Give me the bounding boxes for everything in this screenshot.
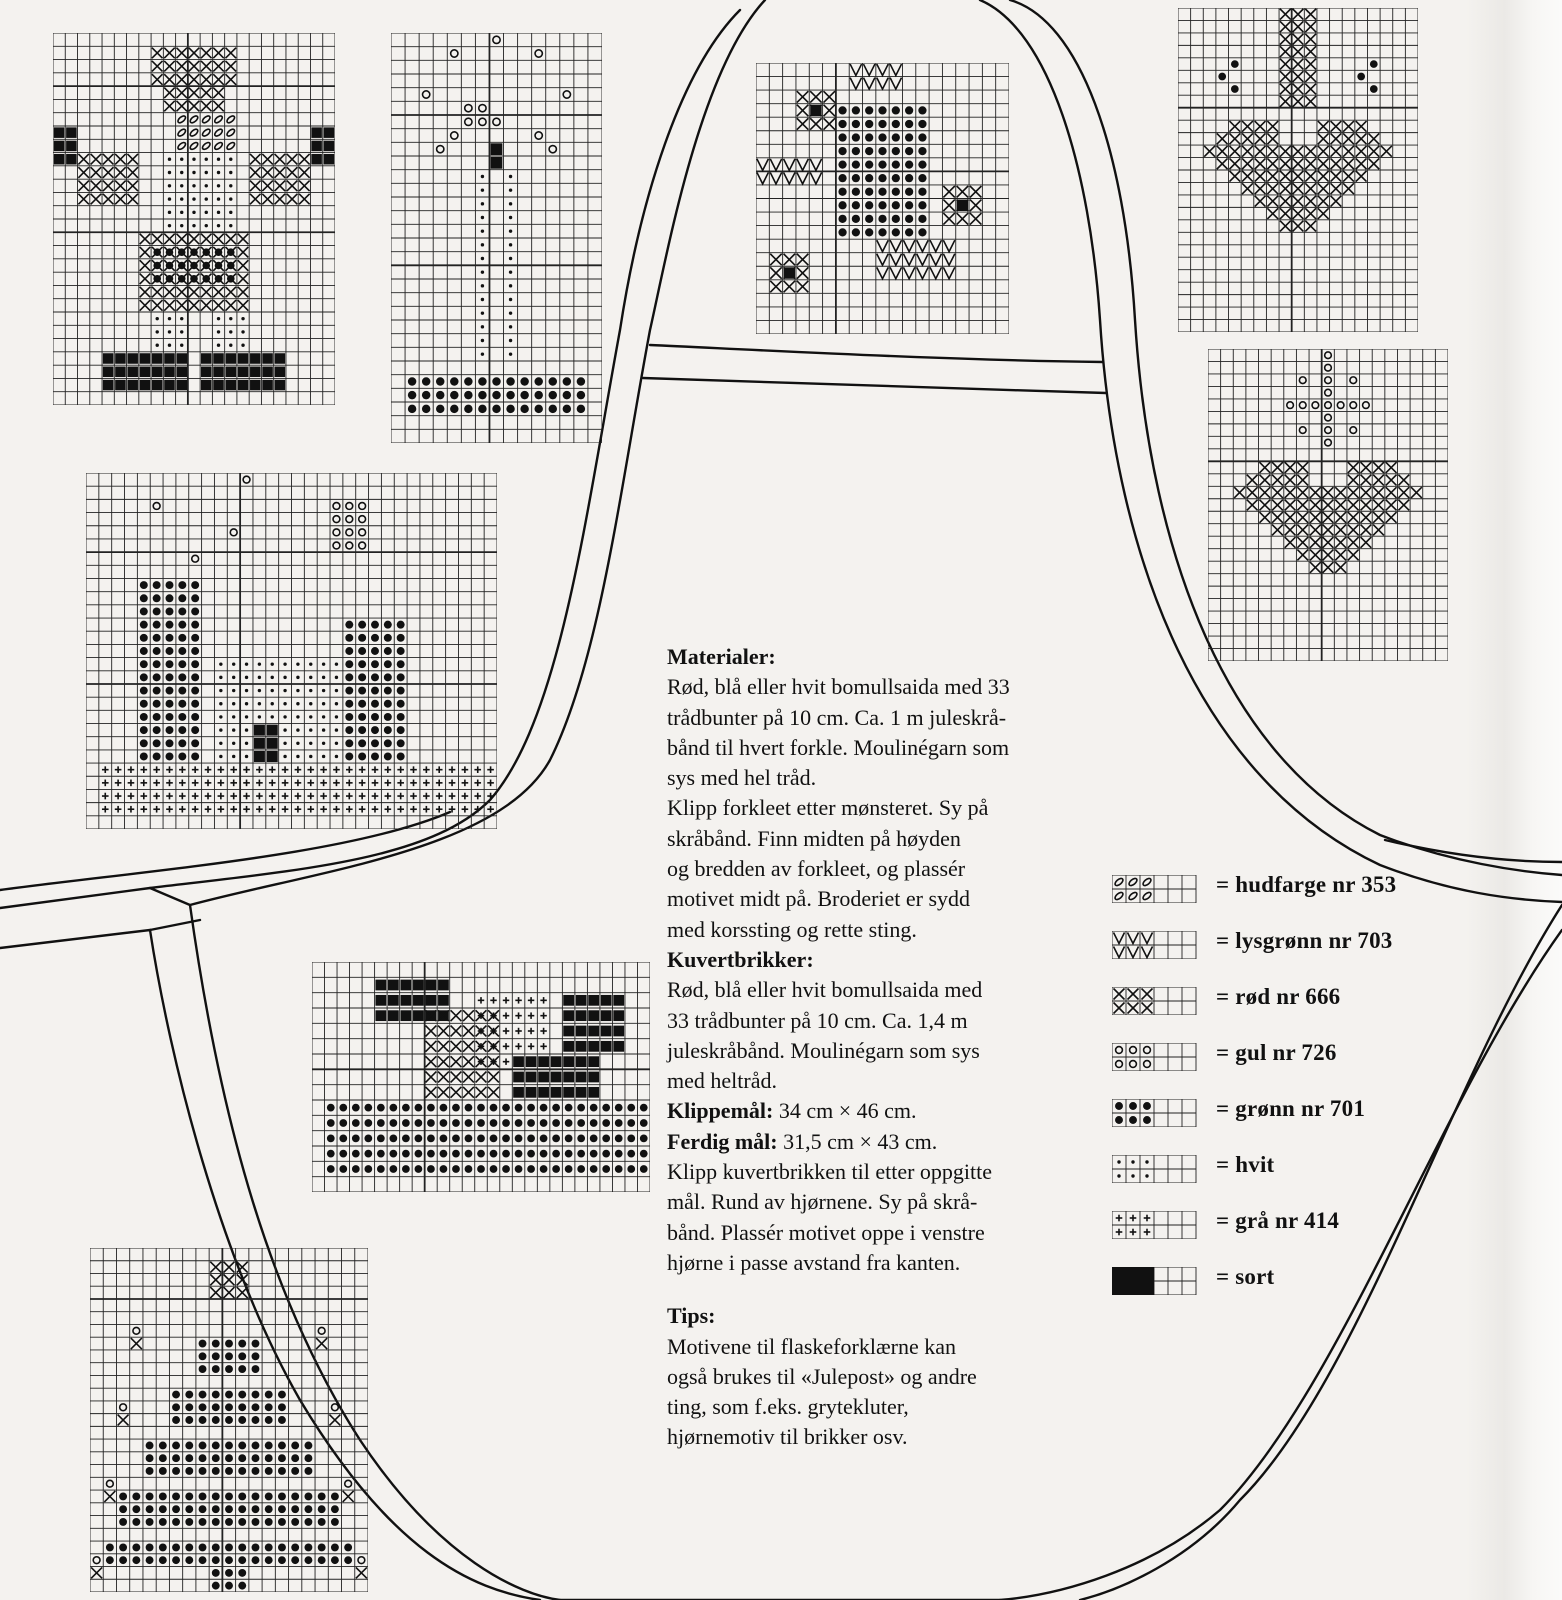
legend-label: = sort — [1216, 1264, 1275, 1289]
legend-label: = grå nr 414 — [1216, 1208, 1340, 1233]
legend-row — [1112, 872, 1442, 903]
cut-size-label: Klippemål: — [667, 1098, 774, 1124]
chart-elf — [53, 33, 335, 405]
legend-label: = grønn nr 701 — [1216, 1096, 1366, 1121]
legend-label: = rød nr 666 — [1216, 984, 1341, 1009]
legend-label: = hvit — [1216, 1152, 1275, 1177]
solid-symbol-icon — [1112, 1267, 1208, 1295]
legend-row — [1112, 984, 1442, 1015]
instructions — [667, 642, 1107, 1453]
placemats-line: bånd. Plassér motivet oppe i venstre — [667, 1219, 985, 1245]
vee-symbol-icon — [1112, 931, 1208, 959]
plus-symbol-icon — [1112, 1211, 1208, 1239]
materials-line: sys med hel tråd. — [667, 765, 817, 791]
chart-candle-flower — [391, 33, 602, 443]
placemats-line: Klipp kuvertbrikken til etter oppgitte — [667, 1159, 993, 1185]
leaf-symbol-icon — [1112, 875, 1208, 903]
legend-row — [1112, 1040, 1442, 1071]
materials-line: og bredden av forkleet, og plassér — [667, 856, 966, 882]
cut-size-line — [667, 1096, 1107, 1126]
legend-row — [1112, 1208, 1442, 1239]
chart-tree — [90, 1248, 368, 1592]
chart-flower-square — [756, 63, 1009, 334]
tips-heading: Tips: — [667, 1303, 716, 1329]
placemats-heading: Kuvertbrikker: — [667, 946, 814, 972]
materials-line: med korssting og rette sting. — [667, 916, 917, 942]
dot-symbol-icon — [1112, 1099, 1208, 1127]
materials-line: trådbunter på 10 cm. Ca. 1 m juleskrå- — [667, 704, 1007, 730]
materials-line: motivet midt på. Broderiet er sydd — [667, 886, 971, 912]
tips-line: hjørnemotiv til brikker osv. — [667, 1424, 908, 1450]
legend-row — [1112, 1096, 1442, 1127]
placemats-line: juleskråbånd. Moulinégarn som sys — [667, 1037, 980, 1063]
chart-houses — [86, 473, 497, 829]
chart-heart-basket — [1178, 8, 1418, 332]
placemats-line: 33 trådbunter på 10 cm. Ca. 1,4 m — [667, 1007, 968, 1033]
legend-row — [1112, 1264, 1442, 1295]
finished-size-label: Ferdig mål: — [667, 1128, 778, 1154]
placemats-line: med heltråd. — [667, 1068, 777, 1094]
tips-line: ting, som f.eks. grytekluter, — [667, 1394, 909, 1420]
legend-label: = hudfarge nr 353 — [1216, 872, 1397, 897]
chart-heart-flower — [1208, 349, 1448, 661]
legend-row — [1112, 1152, 1442, 1183]
legend-label: = lysgrønn nr 703 — [1216, 928, 1393, 953]
tips-line: også brukes til «Julepost» og andre — [667, 1363, 977, 1389]
materials-line: skråbånd. Finn midten på høyden — [667, 825, 961, 851]
legend-label: = gul nr 726 — [1216, 1040, 1337, 1065]
placemats-line: mål. Rund av hjørnene. Sy på skrå- — [667, 1189, 978, 1215]
tips-line: Motivene til flaskeforklærne kan — [667, 1333, 956, 1359]
materials-line: bånd til hvert forkle. Moulinégarn som — [667, 734, 1010, 760]
legend-row — [1112, 928, 1442, 959]
chart-bird — [312, 962, 650, 1192]
materials-line: Rød, blå eller hvit bomullsaida med 33 — [667, 674, 1010, 700]
finished-size-line — [667, 1127, 1107, 1157]
small-dot-symbol-icon — [1112, 1155, 1208, 1183]
materials-heading: Materialer: — [667, 644, 776, 669]
ring-symbol-icon — [1112, 1043, 1208, 1071]
cross-symbol-icon — [1112, 987, 1208, 1015]
materials-line: Klipp forkleet etter mønsteret. Sy på — [667, 795, 989, 821]
placemats-line: hjørne i passe avstand fra kanten. — [667, 1249, 961, 1275]
placemats-line: Rød, blå eller hvit bomullsaida med — [667, 977, 983, 1003]
cut-size-value: 34 cm × 46 cm. — [773, 1098, 917, 1124]
finished-size-value: 31,5 cm × 43 cm. — [777, 1128, 938, 1154]
